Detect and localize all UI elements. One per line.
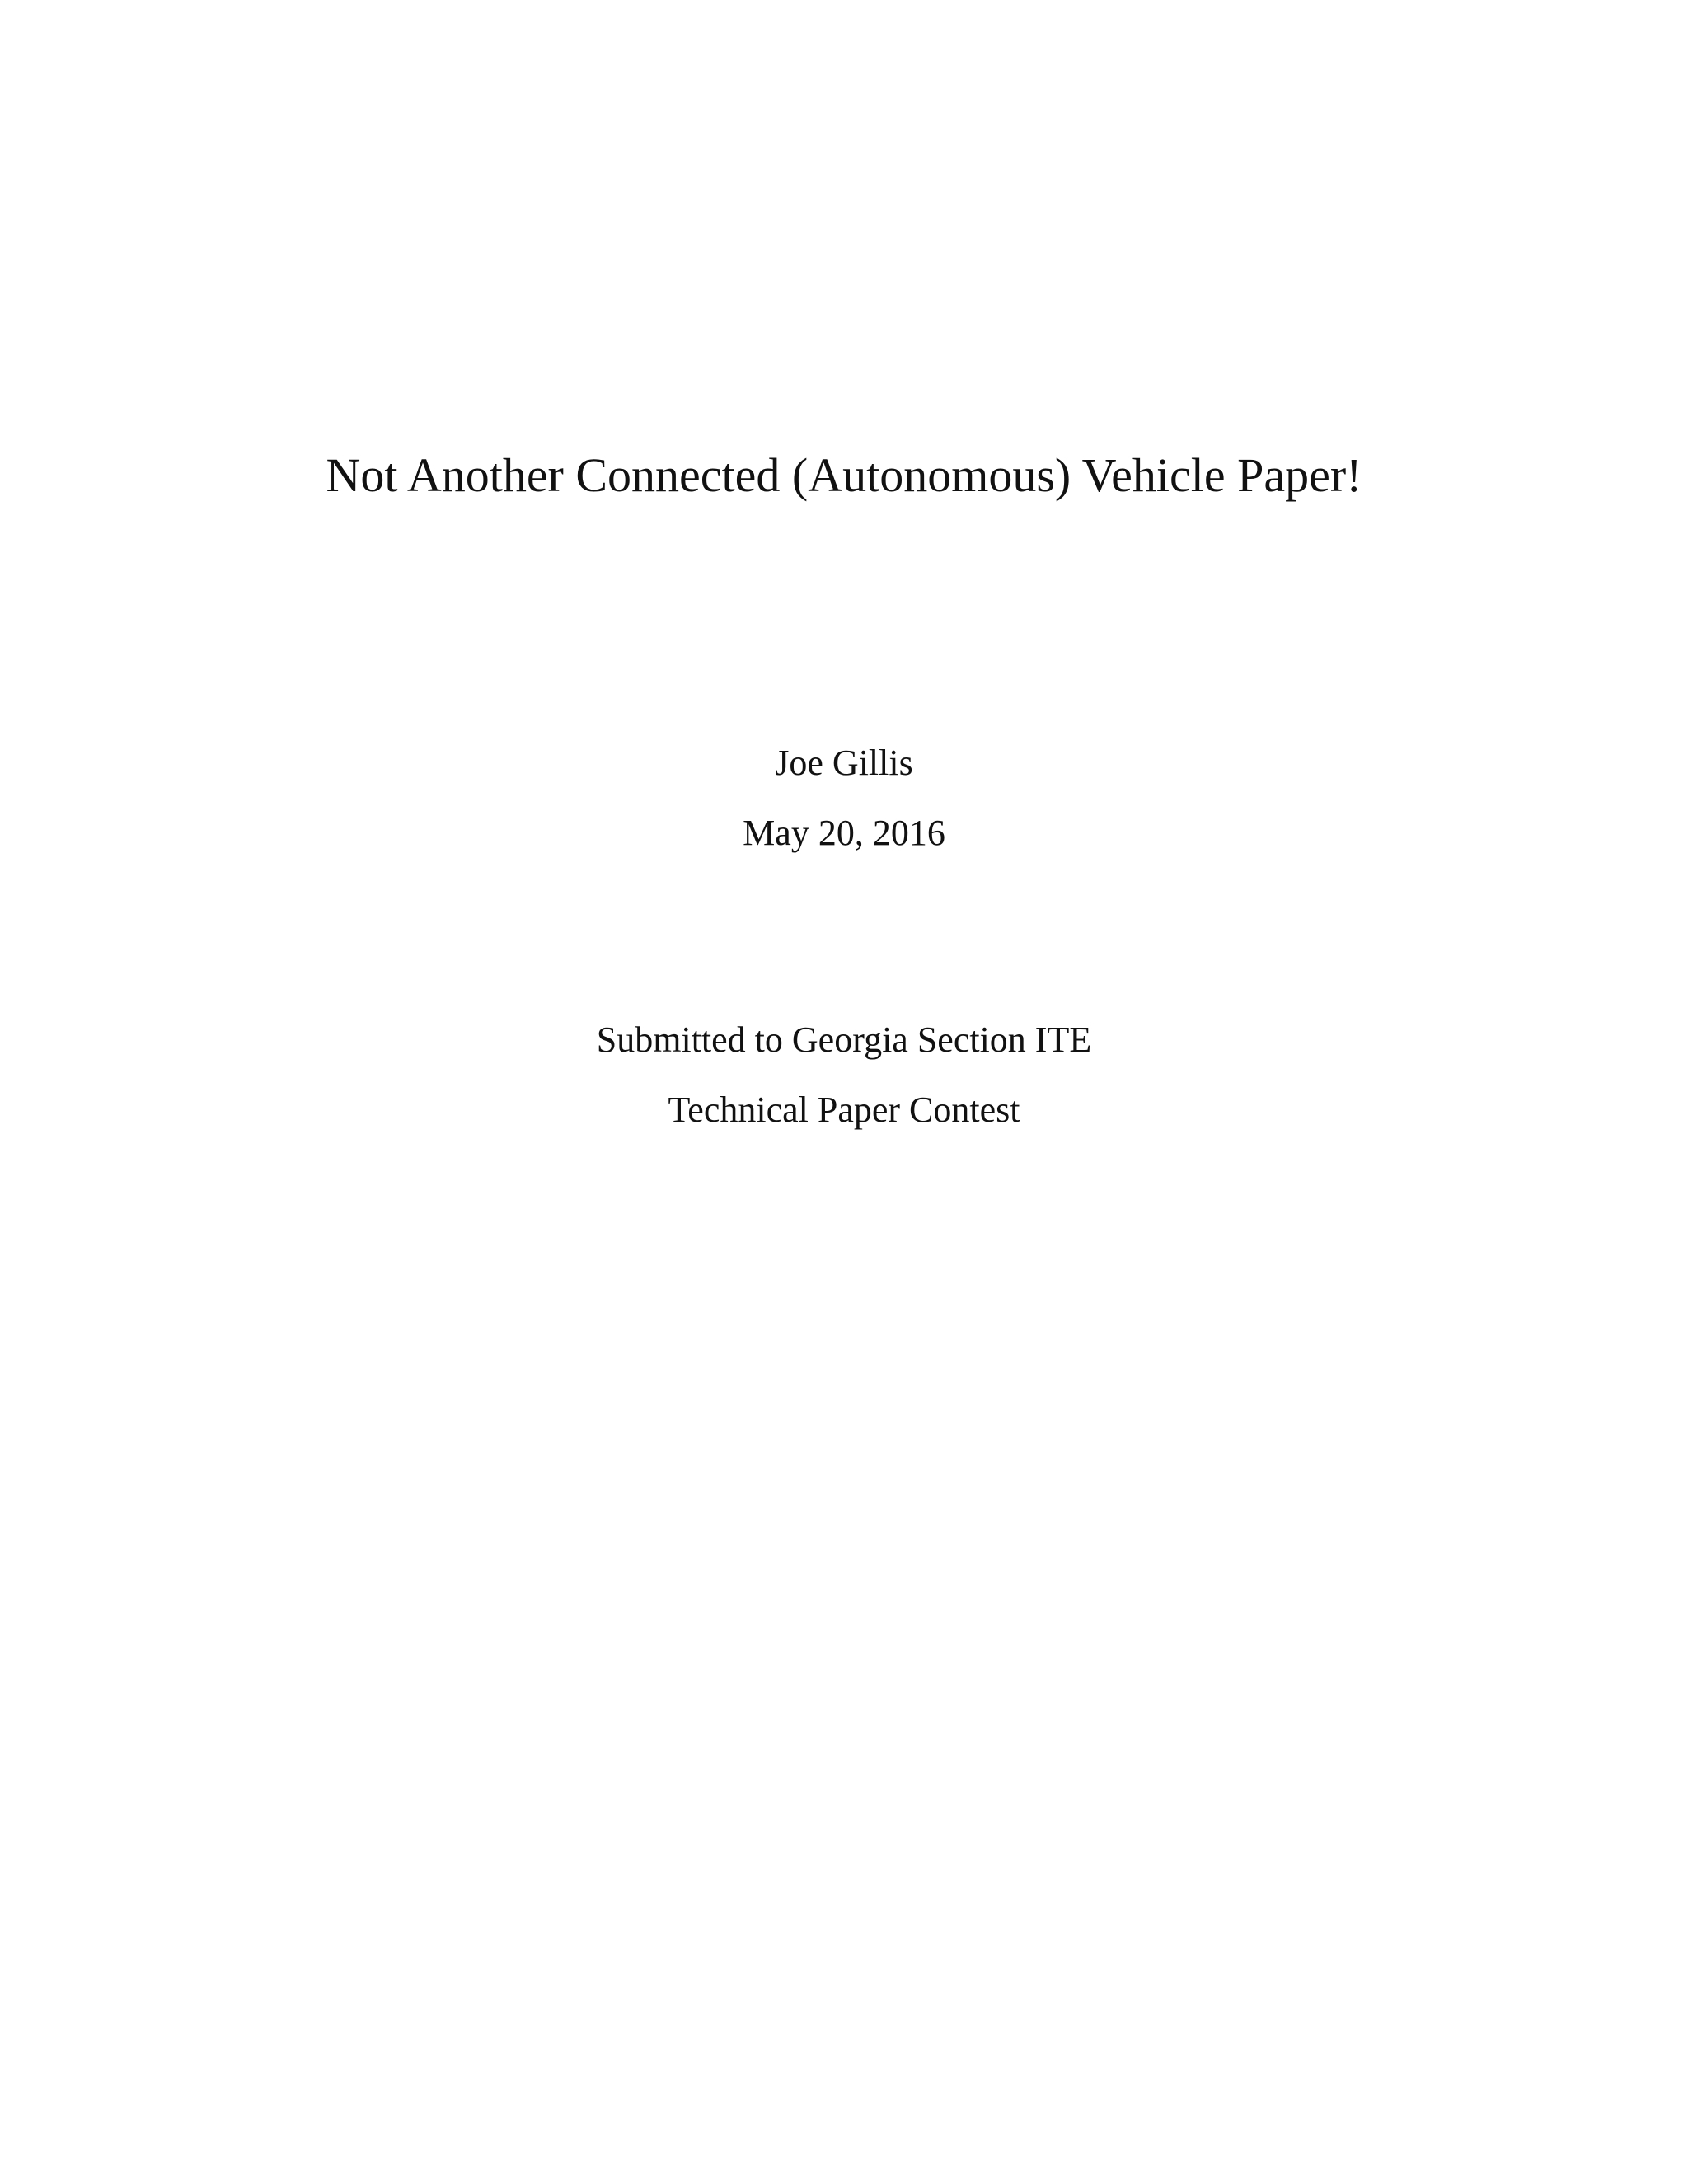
paper-title: Not Another Connected (Autonomous) Vehicle Paper! [326,448,1362,502]
contest-name: Technical Paper Contest [668,1090,1020,1130]
submission-venue: Submitted to Georgia Section ITE [596,1019,1092,1060]
author-name: Joe Gillis [775,743,913,783]
paper-date: May 20, 2016 [743,813,945,853]
